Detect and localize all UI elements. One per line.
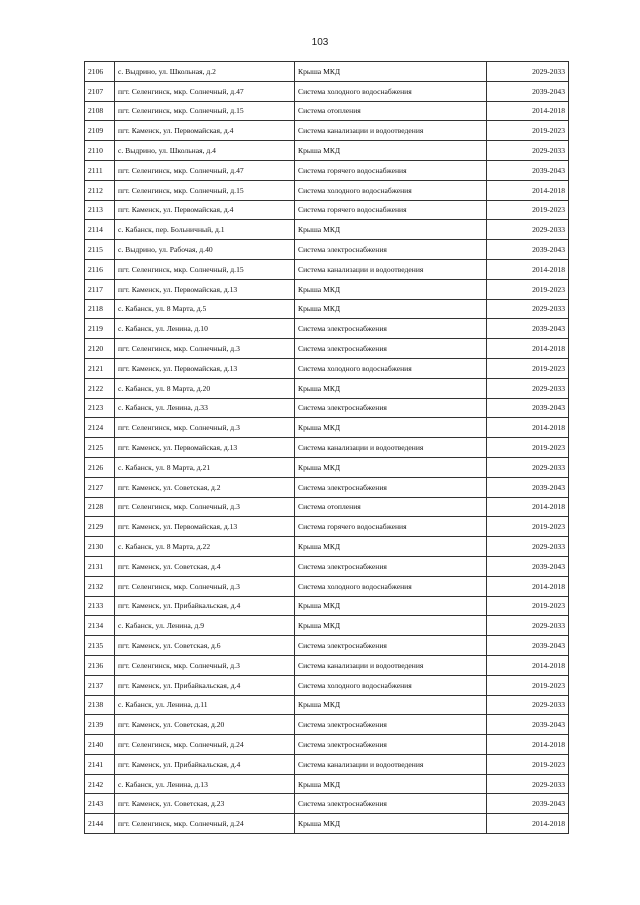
table-row — [85, 537, 569, 557]
address-cell: пгт. Каменск, ул. Первомайская, д.13 — [115, 517, 295, 537]
system-cell: Система электроснабжения — [295, 636, 487, 656]
table-row — [85, 398, 569, 418]
system-cell: Система электроснабжения — [295, 398, 487, 418]
row-number-cell: 2136 — [85, 655, 115, 675]
system-cell: Система канализации и водоотведения — [295, 655, 487, 675]
system-cell: Система канализации и водоотведения — [295, 259, 487, 279]
system-cell: Крыша МКД — [295, 418, 487, 438]
period-cell: 2029-2033 — [487, 220, 569, 240]
row-number-cell: 2111 — [85, 160, 115, 180]
row-number-cell: 2137 — [85, 675, 115, 695]
address-cell: с. Кабанск, ул. 8 Марта, д.5 — [115, 299, 295, 319]
table-row — [85, 101, 569, 121]
address-cell: пгт. Каменск, ул. Советская, д.23 — [115, 794, 295, 814]
address-cell: с. Кабанск, ул. 8 Марта, д.20 — [115, 378, 295, 398]
system-cell: Система электроснабжения — [295, 715, 487, 735]
period-cell: 2029-2033 — [487, 537, 569, 557]
period-cell: 2019-2023 — [487, 596, 569, 616]
system-cell: Крыша МКД — [295, 814, 487, 834]
row-number-cell: 2119 — [85, 319, 115, 339]
table-row — [85, 220, 569, 240]
system-cell: Крыша МКД — [295, 596, 487, 616]
period-cell: 2014-2018 — [487, 735, 569, 755]
row-number-cell: 2108 — [85, 101, 115, 121]
row-number-cell: 2130 — [85, 537, 115, 557]
period-cell: 2029-2033 — [487, 299, 569, 319]
period-cell: 2029-2033 — [487, 774, 569, 794]
table-row — [85, 180, 569, 200]
system-cell: Крыша МКД — [295, 220, 487, 240]
table-row — [85, 774, 569, 794]
row-number-cell: 2106 — [85, 62, 115, 82]
period-cell: 2039-2043 — [487, 556, 569, 576]
system-cell: Крыша МКД — [295, 141, 487, 161]
table-row — [85, 517, 569, 537]
table-row — [85, 616, 569, 636]
row-number-cell: 2135 — [85, 636, 115, 656]
address-cell: пгт. Каменск, ул. Прибайкальская, д.4 — [115, 675, 295, 695]
row-number-cell: 2143 — [85, 794, 115, 814]
row-number-cell: 2125 — [85, 438, 115, 458]
system-cell: Крыша МКД — [295, 378, 487, 398]
address-cell: пгт. Селенгинск, мкр. Солнечный, д.47 — [115, 160, 295, 180]
period-cell: 2019-2023 — [487, 279, 569, 299]
address-cell: пгт. Селенгинск, мкр. Солнечный, д.3 — [115, 339, 295, 359]
address-cell: с. Кабанск, ул. Ленина, д.11 — [115, 695, 295, 715]
period-cell: 2019-2023 — [487, 121, 569, 141]
system-cell: Крыша МКД — [295, 457, 487, 477]
period-cell: 2039-2043 — [487, 319, 569, 339]
address-cell: с. Кабанск, ул. Ленина, д.9 — [115, 616, 295, 636]
row-number-cell: 2114 — [85, 220, 115, 240]
address-cell: пгт. Каменск, ул. Советская, д.6 — [115, 636, 295, 656]
period-cell: 2014-2018 — [487, 418, 569, 438]
address-cell: с. Кабанск, ул. Ленина, д.33 — [115, 398, 295, 418]
row-number-cell: 2123 — [85, 398, 115, 418]
system-cell: Крыша МКД — [295, 537, 487, 557]
table-row — [85, 200, 569, 220]
address-cell: с. Кабанск, ул. Ленина, д.10 — [115, 319, 295, 339]
period-cell: 2029-2033 — [487, 695, 569, 715]
address-cell: пгт. Каменск, ул. Первомайская, д.13 — [115, 358, 295, 378]
row-number-cell: 2129 — [85, 517, 115, 537]
table-row — [85, 378, 569, 398]
row-number-cell: 2113 — [85, 200, 115, 220]
address-cell: пгт. Каменск, ул. Советская, д.20 — [115, 715, 295, 735]
address-cell: с. Выдрино, ул. Школьная, д.4 — [115, 141, 295, 161]
row-number-cell: 2112 — [85, 180, 115, 200]
system-cell: Система электроснабжения — [295, 556, 487, 576]
period-cell: 2019-2023 — [487, 358, 569, 378]
period-cell: 2014-2018 — [487, 814, 569, 834]
address-cell: пгт. Каменск, ул. Первомайская, д.13 — [115, 279, 295, 299]
address-cell: с. Кабанск, ул. 8 Марта, д.22 — [115, 537, 295, 557]
period-cell: 2039-2043 — [487, 398, 569, 418]
period-cell: 2039-2043 — [487, 794, 569, 814]
address-cell: пгт. Селенгинск, мкр. Солнечный, д.15 — [115, 180, 295, 200]
period-cell: 2039-2043 — [487, 477, 569, 497]
system-cell: Система канализации и водоотведения — [295, 754, 487, 774]
system-cell: Крыша МКД — [295, 616, 487, 636]
address-cell: пгт. Селенгинск, мкр. Солнечный, д.24 — [115, 814, 295, 834]
table-row — [85, 576, 569, 596]
table-row — [85, 675, 569, 695]
row-number-cell: 2134 — [85, 616, 115, 636]
system-cell: Система холодного водоснабжения — [295, 180, 487, 200]
system-cell: Система отопления — [295, 101, 487, 121]
table-row — [85, 754, 569, 774]
period-cell: 2029-2033 — [487, 62, 569, 82]
system-cell: Система электроснабжения — [295, 735, 487, 755]
row-number-cell: 2133 — [85, 596, 115, 616]
system-cell: Система горячего водоснабжения — [295, 160, 487, 180]
row-number-cell: 2107 — [85, 81, 115, 101]
table-row — [85, 695, 569, 715]
register-table — [84, 61, 569, 834]
table-row — [85, 636, 569, 656]
system-cell: Система холодного водоснабжения — [295, 81, 487, 101]
table-row — [85, 160, 569, 180]
period-cell: 2029-2033 — [487, 457, 569, 477]
address-cell: пгт. Каменск, ул. Прибайкальская, д.4 — [115, 596, 295, 616]
table-row — [85, 814, 569, 834]
table-row — [85, 457, 569, 477]
row-number-cell: 2142 — [85, 774, 115, 794]
row-number-cell: 2117 — [85, 279, 115, 299]
table-row — [85, 141, 569, 161]
system-cell: Крыша МКД — [295, 62, 487, 82]
row-number-cell: 2115 — [85, 240, 115, 260]
row-number-cell: 2132 — [85, 576, 115, 596]
address-cell: пгт. Каменск, ул. Советская, д.4 — [115, 556, 295, 576]
system-cell: Система электроснабжения — [295, 477, 487, 497]
row-number-cell: 2141 — [85, 754, 115, 774]
table-row — [85, 339, 569, 359]
system-cell: Система электроснабжения — [295, 339, 487, 359]
table-row — [85, 715, 569, 735]
table-row — [85, 735, 569, 755]
address-cell: с. Кабанск, пер. Больничный, д.1 — [115, 220, 295, 240]
system-cell: Система отопления — [295, 497, 487, 517]
row-number-cell: 2144 — [85, 814, 115, 834]
period-cell: 2014-2018 — [487, 259, 569, 279]
system-cell: Система холодного водоснабжения — [295, 358, 487, 378]
row-number-cell: 2118 — [85, 299, 115, 319]
table-row — [85, 497, 569, 517]
address-cell: с. Кабанск, ул. 8 Марта, д.21 — [115, 457, 295, 477]
period-cell: 2014-2018 — [487, 101, 569, 121]
period-cell: 2029-2033 — [487, 378, 569, 398]
table-row — [85, 319, 569, 339]
system-cell: Система горячего водоснабжения — [295, 200, 487, 220]
address-cell: пгт. Селенгинск, мкр. Солнечный, д.3 — [115, 655, 295, 675]
table-row — [85, 259, 569, 279]
period-cell: 2014-2018 — [487, 655, 569, 675]
system-cell: Система горячего водоснабжения — [295, 517, 487, 537]
address-cell: пгт. Селенгинск, мкр. Солнечный, д.3 — [115, 497, 295, 517]
period-cell: 2014-2018 — [487, 180, 569, 200]
system-cell: Крыша МКД — [295, 299, 487, 319]
address-cell: пгт. Селенгинск, мкр. Солнечный, д.15 — [115, 259, 295, 279]
system-cell: Крыша МКД — [295, 774, 487, 794]
row-number-cell: 2120 — [85, 339, 115, 359]
address-cell: пгт. Селенгинск, мкр. Солнечный, д.24 — [115, 735, 295, 755]
address-cell: пгт. Каменск, ул. Первомайская, д.4 — [115, 200, 295, 220]
period-cell: 2039-2043 — [487, 81, 569, 101]
row-number-cell: 2121 — [85, 358, 115, 378]
address-cell: пгт. Селенгинск, мкр. Солнечный, д.47 — [115, 81, 295, 101]
period-cell: 2019-2023 — [487, 438, 569, 458]
period-cell: 2014-2018 — [487, 497, 569, 517]
row-number-cell: 2124 — [85, 418, 115, 438]
table-row — [85, 438, 569, 458]
table-row — [85, 794, 569, 814]
period-cell: 2029-2033 — [487, 616, 569, 636]
period-cell: 2019-2023 — [487, 754, 569, 774]
table-row — [85, 299, 569, 319]
row-number-cell: 2110 — [85, 141, 115, 161]
table-row — [85, 596, 569, 616]
row-number-cell: 2131 — [85, 556, 115, 576]
table-row — [85, 358, 569, 378]
system-cell: Крыша МКД — [295, 279, 487, 299]
table-row — [85, 62, 569, 82]
address-cell: пгт. Селенгинск, мкр. Солнечный, д.3 — [115, 418, 295, 438]
row-number-cell: 2122 — [85, 378, 115, 398]
address-cell: пгт. Каменск, ул. Советская, д.2 — [115, 477, 295, 497]
system-cell: Система холодного водоснабжения — [295, 675, 487, 695]
period-cell: 2019-2023 — [487, 675, 569, 695]
period-cell: 2039-2043 — [487, 240, 569, 260]
table-row — [85, 655, 569, 675]
period-cell: 2039-2043 — [487, 160, 569, 180]
period-cell: 2014-2018 — [487, 576, 569, 596]
row-number-cell: 2128 — [85, 497, 115, 517]
period-cell: 2019-2023 — [487, 200, 569, 220]
address-cell: с. Выдрино, ул. Рабочая, д.40 — [115, 240, 295, 260]
table-row — [85, 556, 569, 576]
table-body — [85, 62, 569, 834]
system-cell: Система холодного водоснабжения — [295, 576, 487, 596]
system-cell: Крыша МКД — [295, 695, 487, 715]
row-number-cell: 2109 — [85, 121, 115, 141]
row-number-cell: 2127 — [85, 477, 115, 497]
system-cell: Система электроснабжения — [295, 794, 487, 814]
address-cell: пгт. Селенгинск, мкр. Солнечный, д.15 — [115, 101, 295, 121]
table-row — [85, 418, 569, 438]
system-cell: Система канализации и водоотведения — [295, 438, 487, 458]
row-number-cell: 2126 — [85, 457, 115, 477]
period-cell: 2019-2023 — [487, 517, 569, 537]
period-cell: 2039-2043 — [487, 715, 569, 735]
row-number-cell: 2138 — [85, 695, 115, 715]
address-cell: пгт. Селенгинск, мкр. Солнечный, д.3 — [115, 576, 295, 596]
address-cell: пгт. Каменск, ул. Первомайская, д.4 — [115, 121, 295, 141]
table-row — [85, 121, 569, 141]
table-row — [85, 279, 569, 299]
table-row — [85, 477, 569, 497]
row-number-cell: 2140 — [85, 735, 115, 755]
page-number: 103 — [311, 37, 329, 48]
period-cell: 2039-2043 — [487, 636, 569, 656]
period-cell: 2014-2018 — [487, 339, 569, 359]
system-cell: Система электроснабжения — [295, 319, 487, 339]
table-row — [85, 240, 569, 260]
system-cell: Система канализации и водоотведения — [295, 121, 487, 141]
address-cell: с. Кабанск, ул. Ленина, д.13 — [115, 774, 295, 794]
period-cell: 2029-2033 — [487, 141, 569, 161]
address-cell: пгт. Каменск, ул. Прибайкальская, д.4 — [115, 754, 295, 774]
system-cell: Система электроснабжения — [295, 240, 487, 260]
address-cell: с. Выдрино, ул. Школьная, д.2 — [115, 62, 295, 82]
row-number-cell: 2116 — [85, 259, 115, 279]
address-cell: пгт. Каменск, ул. Первомайская, д.13 — [115, 438, 295, 458]
row-number-cell: 2139 — [85, 715, 115, 735]
table-row — [85, 81, 569, 101]
